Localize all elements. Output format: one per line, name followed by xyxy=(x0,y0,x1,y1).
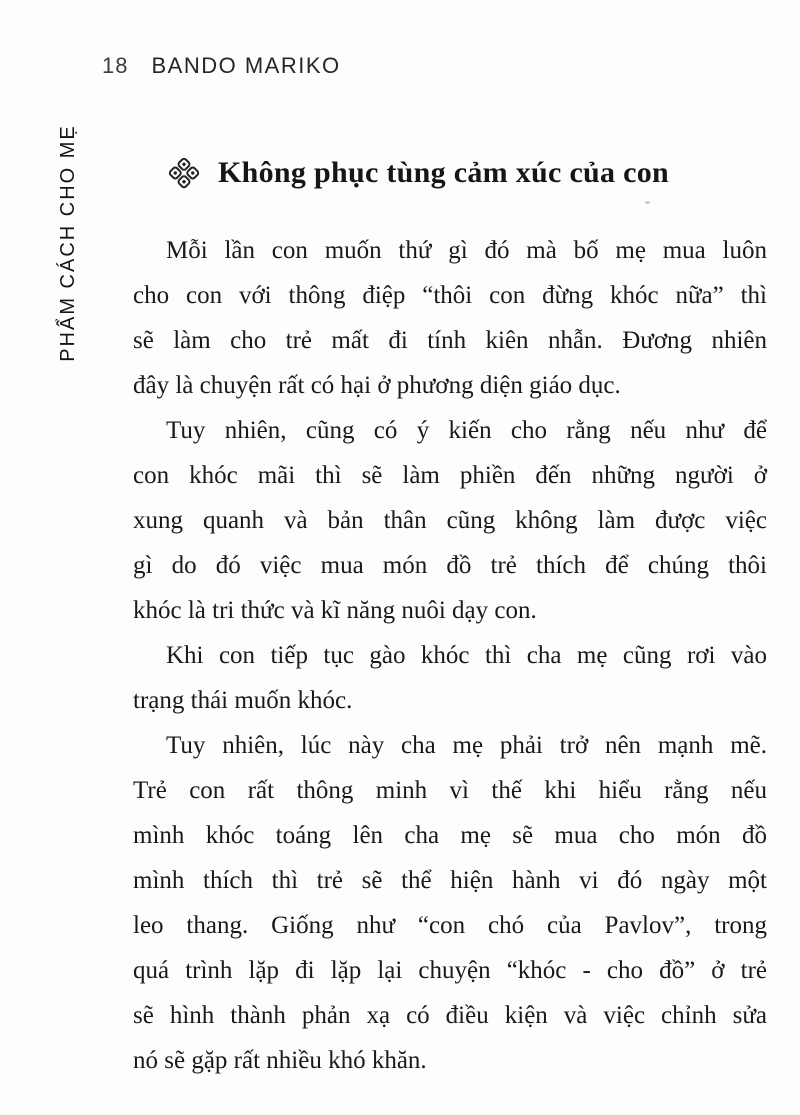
section-heading xyxy=(167,156,669,190)
text-line: con khóc mãi thì sẽ làm phiền đến những người ở xyxy=(133,462,767,489)
scan-speck xyxy=(645,201,650,204)
page-number: 18 xyxy=(102,53,129,78)
text-line: khóc là tri thức và kĩ năng nuôi dạy con. xyxy=(133,597,537,624)
spine-title: PHẨM CÁCH CHO MẸ xyxy=(57,124,79,362)
diamond-fleuron-icon xyxy=(167,156,201,190)
text-line: leo thang. Giống như “con chó của Pavlov”, trong xyxy=(133,912,767,939)
text-line: gì do đó việc mua món đồ trẻ thích để chúng thôi xyxy=(133,552,767,579)
body-text xyxy=(133,228,767,1083)
text-line: xung quanh và bản thân cũng không làm được việc xyxy=(133,507,767,534)
text-line: sẽ làm cho trẻ mất đi tính kiên nhẫn. Đương nhiên xyxy=(133,327,767,354)
text-line: Tuy nhiên, lúc này cha mẹ phải trở nên mạnh mẽ. xyxy=(166,732,767,759)
text-line: trạng thái muốn khóc. xyxy=(133,687,353,714)
running-header xyxy=(102,53,341,79)
text-line: sẽ hình thành phản xạ có điều kiện và việc chỉnh sửa xyxy=(133,1002,767,1029)
text-line: mình thích thì trẻ sẽ thể hiện hành vi đó ngày một xyxy=(133,867,767,894)
section-heading-text: Không phục tùng cảm xúc của con xyxy=(218,156,670,189)
text-line: đây là chuyện rất có hại ở phương diện giáo dục. xyxy=(133,372,621,399)
text-line: Trẻ con rất thông minh vì thế khi hiểu rằng nếu xyxy=(133,777,767,804)
text-line: cho con với thông điệp “thôi con đừng khóc nữa” thì xyxy=(133,282,767,309)
text-line: Mỗi lần con muốn thứ gì đó mà bố mẹ mua luôn xyxy=(166,237,767,264)
text-line: Tuy nhiên, cũng có ý kiến cho rằng nếu như để xyxy=(166,417,767,444)
text-line: nó sẽ gặp rất nhiều khó khăn. xyxy=(133,1047,427,1074)
author-name: BANDO MARIKO xyxy=(151,53,341,78)
text-line: Khi con tiếp tục gào khóc thì cha mẹ cũng rơi vào xyxy=(166,642,767,669)
text-line: mình khóc toáng lên cha mẹ sẽ mua cho món đồ xyxy=(133,822,767,849)
text-line: quá trình lặp đi lặp lại chuyện “khóc - cho đồ” ở trẻ xyxy=(133,957,767,984)
